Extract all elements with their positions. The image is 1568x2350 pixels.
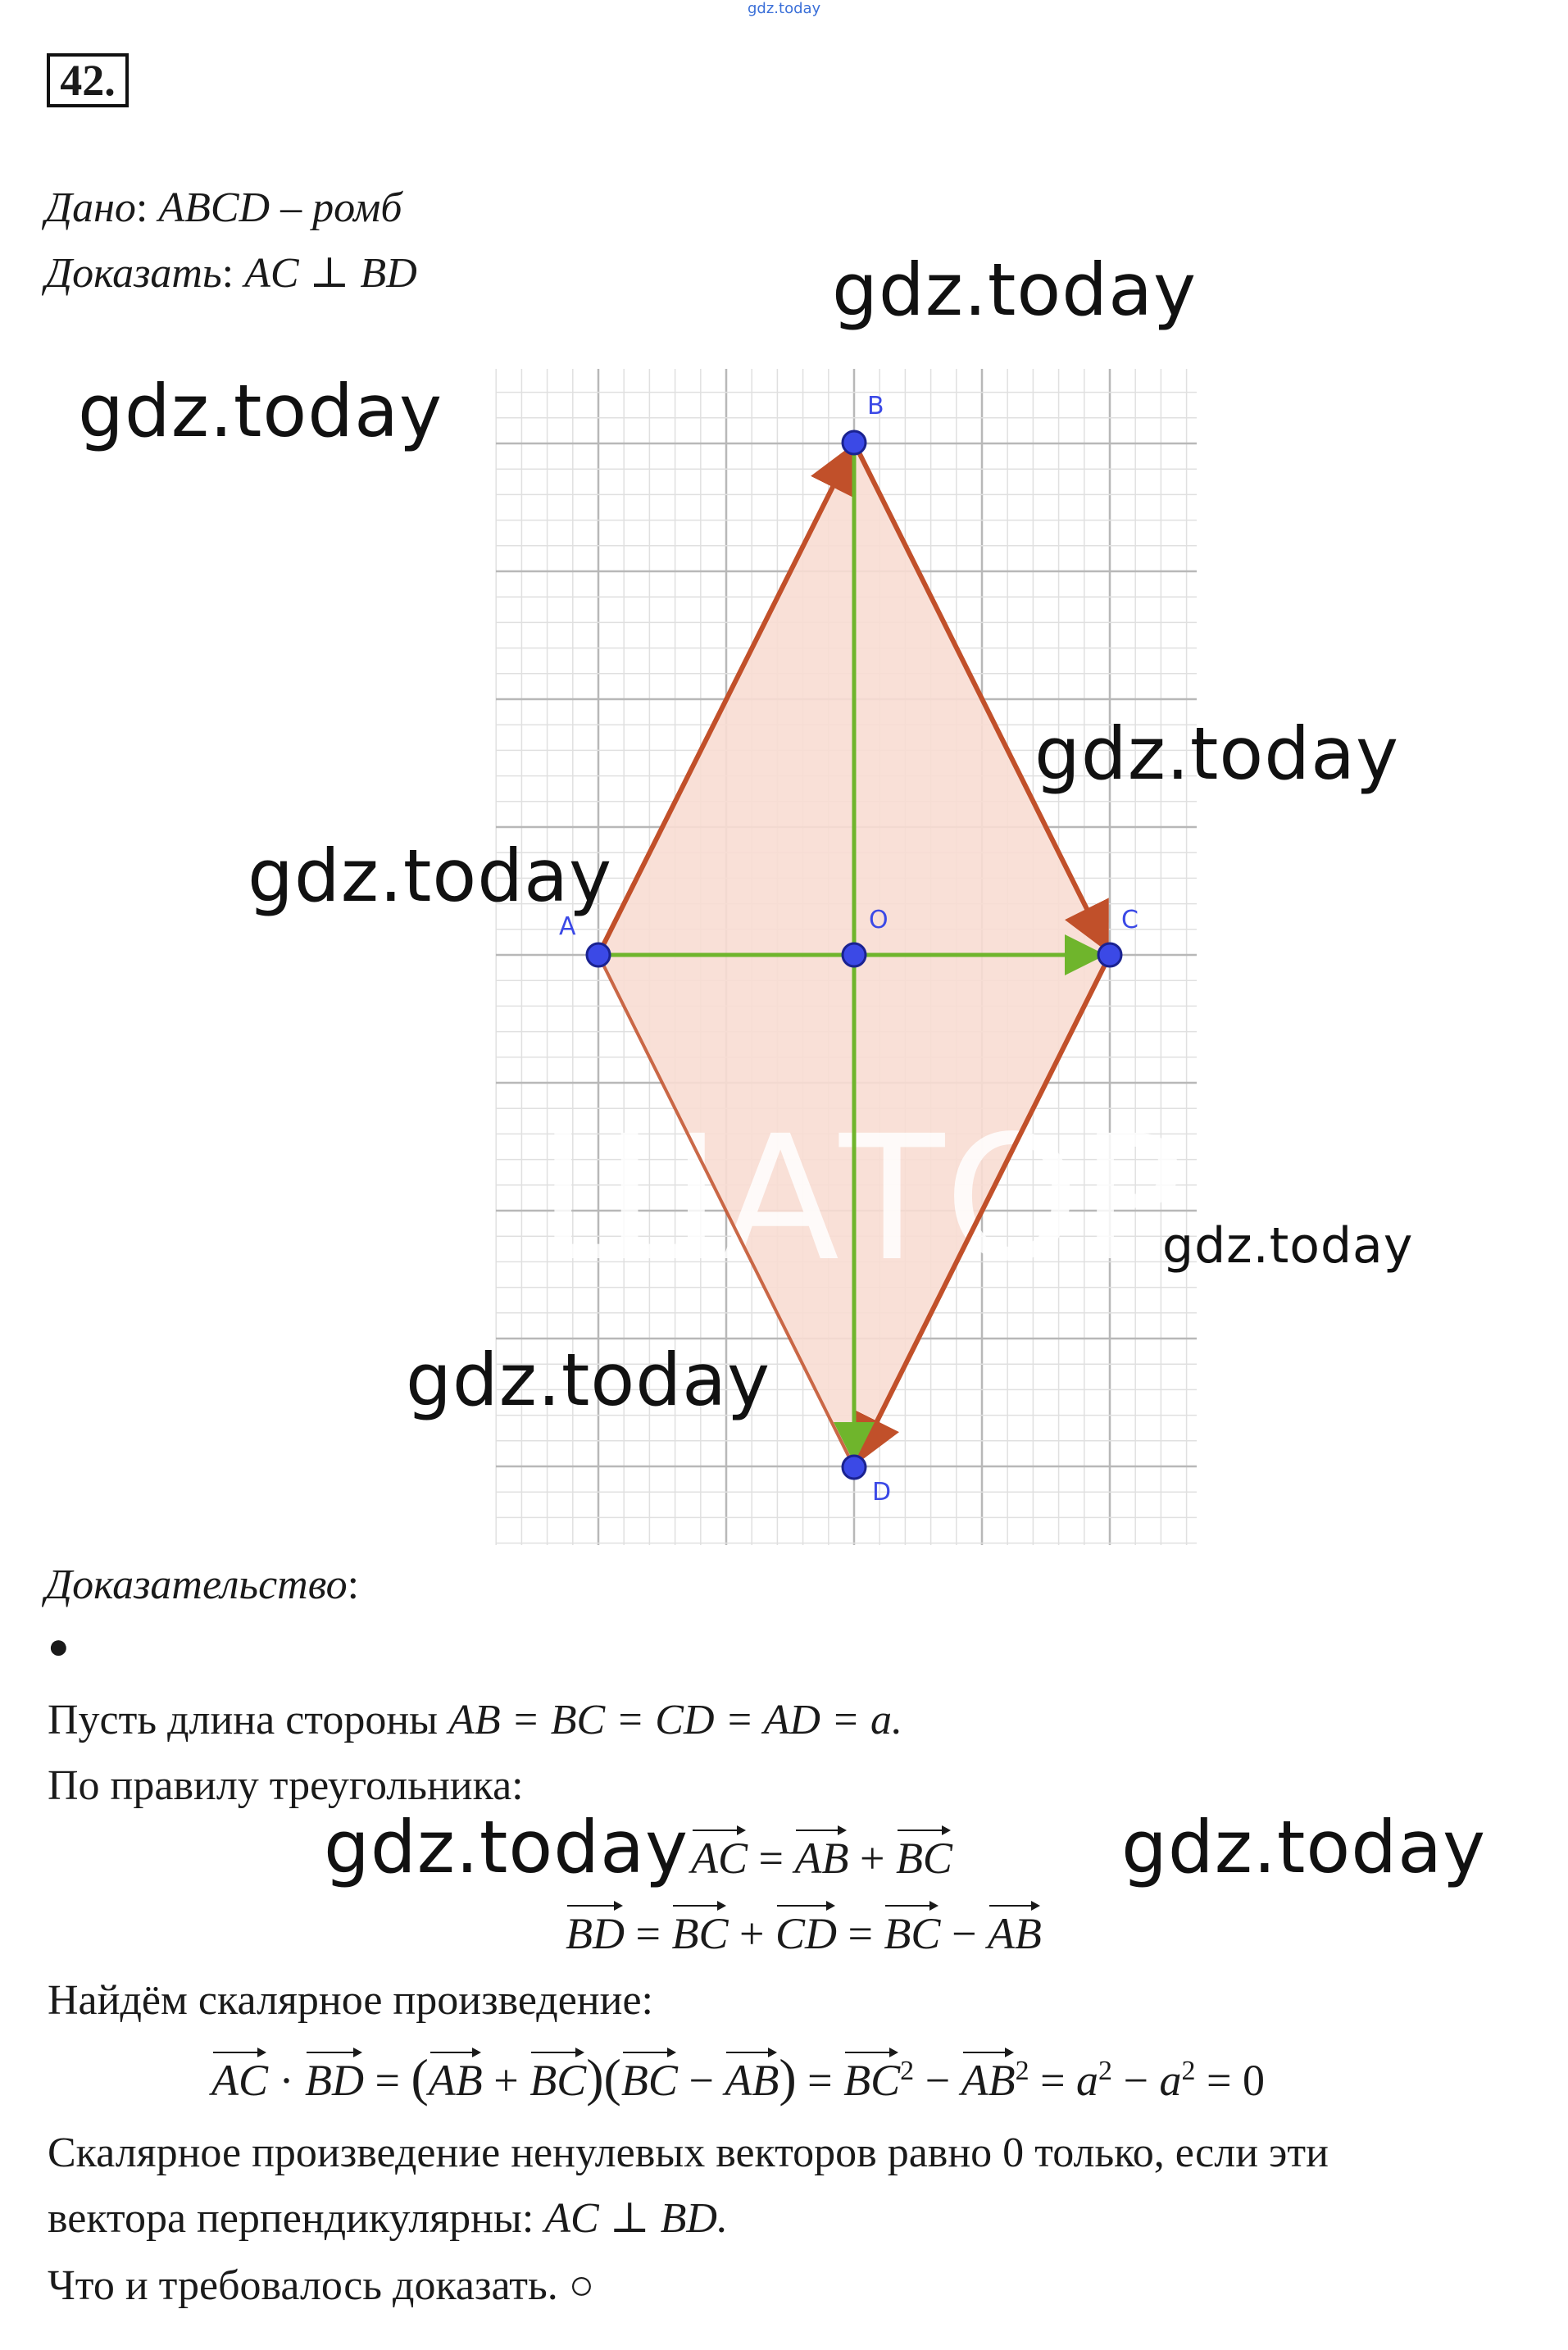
proof-label-text: Доказательство	[45, 1561, 348, 1608]
label-c: C	[1121, 906, 1139, 934]
proof-line-1-text: Пусть длина стороны	[48, 1697, 449, 1743]
formula-triangle-1: AC = AB + BC	[691, 1834, 952, 1883]
proof-line-1	[48, 1697, 902, 1743]
label-b: B	[867, 392, 884, 420]
watermark: gdz.today	[832, 248, 1198, 332]
prove-text: AC ⊥ BD	[244, 250, 417, 297]
proof-line-6: Что и требовалось доказать. ○	[48, 2262, 595, 2309]
given-line: Дано: ABCD – ромб	[45, 184, 402, 231]
given-label: Дано	[45, 184, 136, 231]
proof-line-5	[48, 2195, 728, 2242]
vector-ab: AB	[987, 1909, 1042, 1958]
point-d	[843, 1456, 866, 1479]
problem-number: 42.	[47, 53, 129, 107]
proof-line-1-math: AB = BC = CD = AD = a.	[448, 1697, 903, 1743]
vector-bc: BC	[671, 1909, 729, 1958]
formula-triangle-2: BD = BC + CD = BC − AB	[566, 1909, 1042, 1958]
vector-cd: CD	[775, 1909, 837, 1958]
proof-line-4: Скалярное произведение ненулевых векторов равно 0 только, если эти	[48, 2130, 1329, 2176]
watermark: gdz.today	[1162, 1217, 1414, 1275]
watermark: gdz.today	[78, 369, 443, 453]
watermark: gdz.today	[406, 1338, 771, 1422]
vector-bc: BC	[895, 1834, 952, 1883]
proof-line-3: Найдём скалярное произведение:	[48, 1977, 653, 2024]
prove-line: Доказать: AC ⊥ BD	[45, 250, 417, 297]
watermark: gdz.today	[324, 1805, 689, 1889]
watermark: gdz.today	[248, 834, 613, 918]
label-o: O	[869, 906, 889, 934]
vector-ac: AC	[691, 1834, 748, 1883]
vector-bc: BC	[884, 1909, 941, 1958]
proof-label: Доказательство:	[45, 1561, 360, 1608]
given-text: ABCD – ромб	[158, 184, 402, 231]
point-c	[1098, 943, 1121, 966]
bullet: ●	[48, 1626, 70, 1666]
point-o	[843, 943, 866, 966]
vector-bd: BD	[566, 1909, 625, 1958]
proof-line-5-text: вектора перпендикулярны:	[48, 2195, 545, 2242]
proof-line-5-math: AC ⊥ BD.	[544, 2195, 728, 2242]
label-a: A	[559, 912, 576, 941]
proof-line-2: По правилу треугольника:	[48, 1762, 524, 1809]
watermark: gdz.today	[1034, 711, 1400, 796]
prove-label: Доказать	[45, 250, 222, 297]
watermark: gdz.today	[1121, 1805, 1487, 1889]
point-a	[587, 943, 610, 966]
overlay-text: ШАТОР	[537, 1098, 1184, 1299]
vector-ac: AC	[211, 2056, 269, 2105]
watermark-top: gdz.today	[748, 0, 821, 17]
vector-ab: AB	[794, 1834, 849, 1883]
point-b	[843, 431, 866, 454]
label-d: D	[872, 1478, 892, 1507]
vector-bd: BD	[305, 2056, 364, 2105]
formula-scalar-product: AC · BD = $(AB + BC)(BC - AB) = BC^2 - AB^2 = a^2 - a^2 = 0$	[211, 2048, 1265, 2107]
